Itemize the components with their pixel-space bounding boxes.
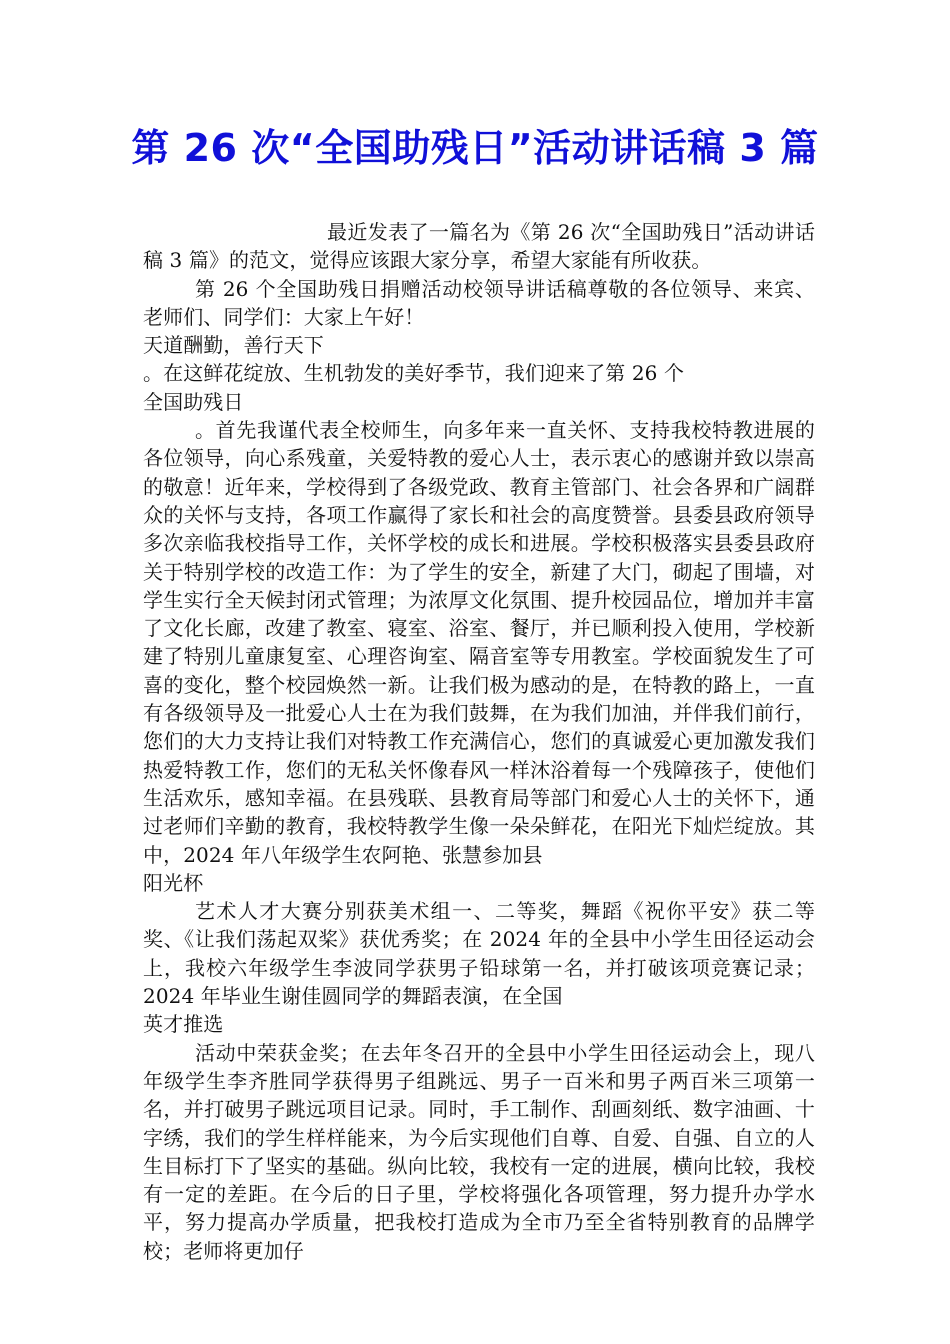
paragraph-intro: 最近发表了一篇名为《第 26 次“全国助残日”活动讲话稿 3 篇》的范文，觉得应该跟大家分享，希望大家能有所收获。: [143, 220, 815, 273]
paragraph-body: 艺术人才大赛分别获美术组一、二等奖，舞蹈《祝你平安》获二等奖、《让我们荡起双桨》获优秀奖；在 2024 年的全县中小学生田径运动会上，我校六年级学生李波同学获男子铅球第一名，并打破该项竞赛记录；2024 年毕业生谢佳圆同学的舞蹈表演，在全国: [143, 899, 815, 1009]
paragraph-line: 全国助残日: [143, 389, 244, 414]
document-body: [143, 218, 815, 1265]
paragraph-greeting: 第 26 个全国助残日捐赠活动校领导讲话稿尊敬的各位领导、来宾、老师们、同学们：大家上午好！: [143, 276, 815, 329]
paragraph-line: 英才推选: [143, 1012, 224, 1037]
document-title: 第 26 次“全国助残日”活动讲话稿 3 篇: [131, 126, 819, 170]
paragraph-line: 阳光杯: [143, 870, 204, 895]
paragraph-line: 天道酬勤，善行天下: [143, 333, 324, 358]
paragraph-body: 。首先我谨代表全校师生，向多年来一直关怀、支持我校特教进展的各位领导，向心系残童，关爱特教的爱心人士，表示衷心的感谢并致以崇高的敬意！近年来，学校得到了各级党政、教育主管部门、社会各界和广阔群众的关怀与支持，各项工作赢得了家长和社会的高度赞誉。县委县政府领导多次亲临我校指导工作，关怀学校的成长和进展。学校积极落实县委县政府关于特别学校的改造工作：为了学生的安全，新建了大门，砌起了围墙，对学生实行全天候封闭式管理；为浓厚文化氛围、提升校园品位，增加并丰富了文化长廊，改建了教室、寝室、浴室、餐厅，并已顺利投入使用，学校新建了特别儿童康复室、心理咨询室、隔音室等专用教室。学校面貌发生了可喜的变化，整个校园焕然一新。让我们极为感动的是，在特教的路上，一直有各级领导及一批爱心人士在为我们鼓舞，在为我们加油，并伴我们前行，您们的大力支持让我们对特教工作充满信心，您们的真诚爱心更加激发我们热爱特教工作，您们的无私关怀像春风一样沐浴着每一个残障孩子，使他们生活欢乐，感知幸福。在县残联、县教育局等部门和爱心人士的关怀下，通过老师们辛勤的教育，我校特教学生像一朵朵鲜花，在阳光下灿烂绽放。其中，2024 年八年级学生农阿艳、张慧参加县: [143, 418, 815, 867]
paragraph-body: 活动中荣获金奖；在去年冬召开的全县中小学生田径运动会上，现八年级学生李齐胜同学获得男子组跳远、男子一百米和男子两百米三项第一名，并打破男子跳远项目记录。同时，手工制作、刮画刻纸、数字油画、十字绣，我们的学生样样能来，为今后实现他们自尊、自爱、自强、自立的人生目标打下了坚实的基础。纵向比较，我校有一定的进展，横向比较，我校有一定的差距。在今后的日子里，学校将强化各项管理，努力提升办学水平，努力提高办学质量，把我校打造成为全市乃至全省特别教育的品牌学校；老师将更加仔: [143, 1040, 815, 1263]
paragraph-line: 。在这鲜花绽放、生机勃发的美好季节，我们迎来了第 26 个: [143, 361, 685, 386]
